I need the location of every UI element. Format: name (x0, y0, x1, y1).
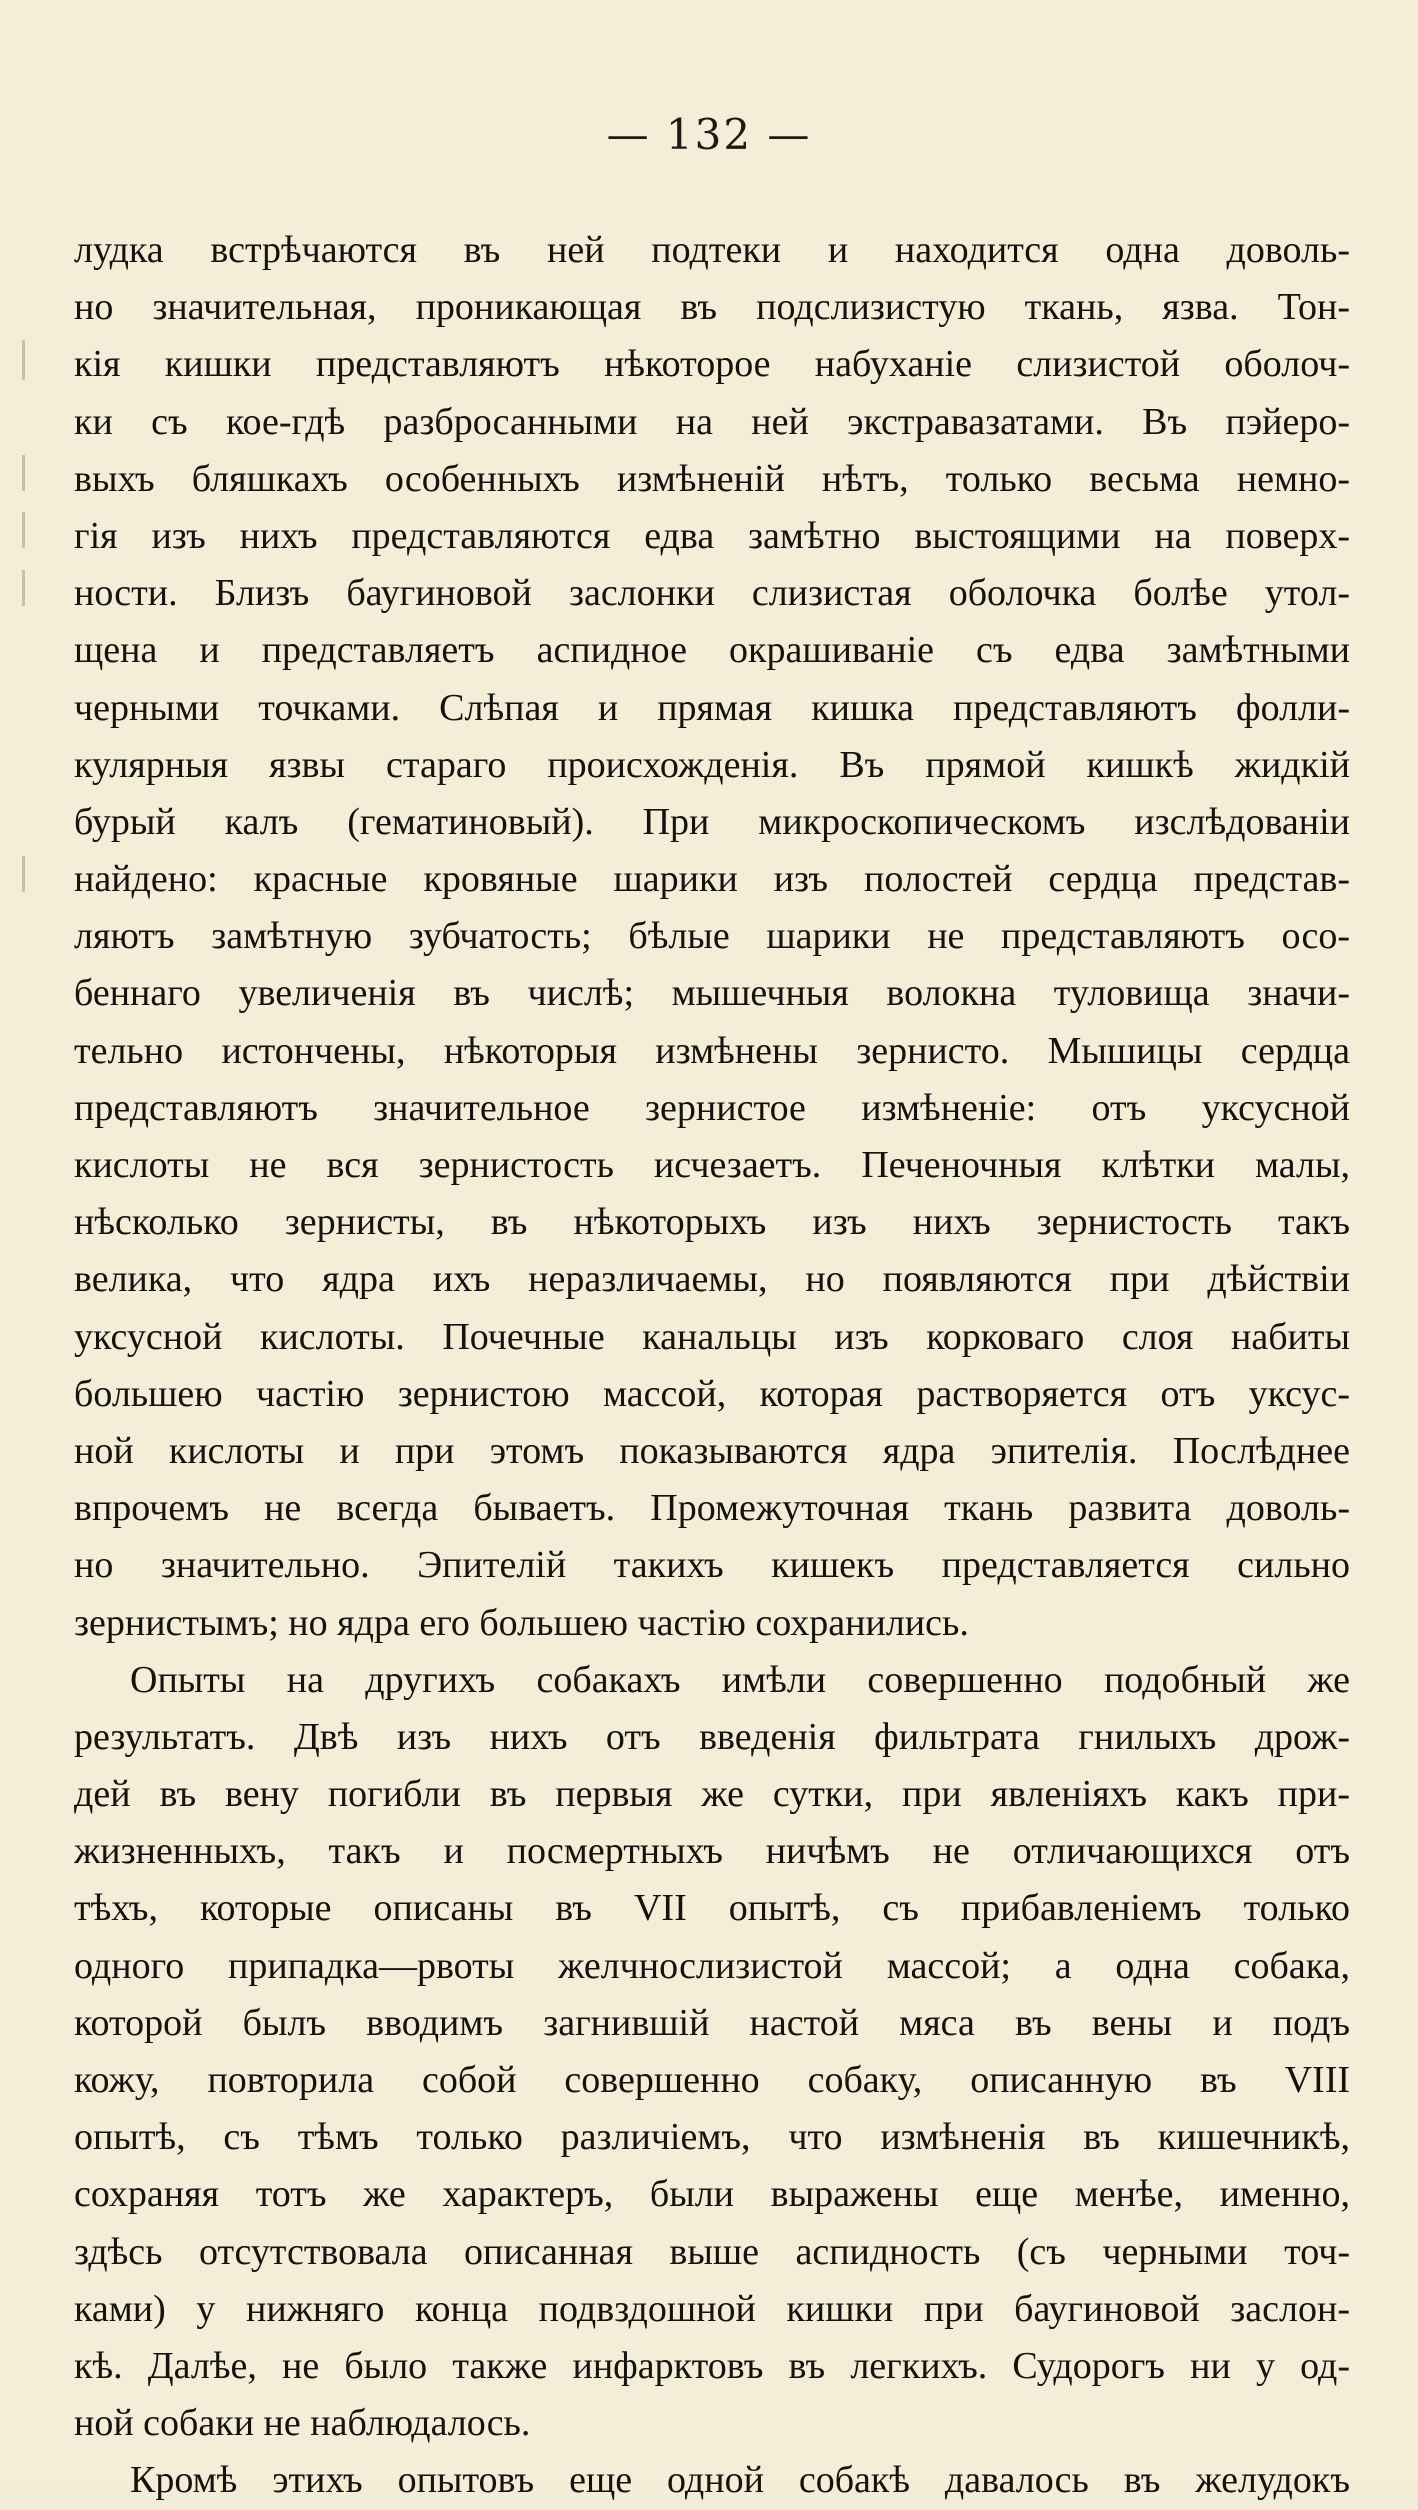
text-line: тѣхъ, которые описаны въ VII опытѣ, съ прибавленіемъ только (74, 1887, 1350, 1930)
margin-mark (22, 512, 25, 548)
text-line: дей въ вену погибли въ первыя же сутки, при явленіяхъ какъ при- (74, 1773, 1350, 1816)
text-line: выхъ бляшкахъ особенныхъ измѣненій нѣтъ, только весьма немно- (74, 457, 1350, 500)
text-line: лудка встрѣчаются въ ней подтеки и находится одна доволь- (74, 229, 1350, 271)
margin-mark (22, 570, 25, 606)
text-line: ки съ кое-гдѣ разбросанными на ней экстравазатами. Въ пэйеро- (74, 400, 1350, 443)
text-line: тельно истончены, нѣкоторыя измѣнены зернисто. Мышицы сердца (74, 1029, 1350, 1072)
text-line: но значительно. Эпителій такихъ кишекъ представляется сильно (74, 1544, 1350, 1587)
text-line: жизненныхъ, такъ и посмертныхъ ничѣмъ не отличающихся отъ (74, 1830, 1350, 1873)
text-line: Опыты на другихъ собакахъ имѣли совершенно подобный же (130, 1658, 1350, 1701)
text-line: кожу, повторила собой совершенно собаку, описанную въ VIII (74, 2059, 1350, 2101)
text-line: ной собаки не наблюдалось. (74, 2402, 531, 2445)
page-number: — 132 — (606, 110, 812, 159)
text-line: беннаго увеличенія въ числѣ; мышечныя волокна туловища значи- (74, 972, 1350, 1015)
text-line: зернистымъ; но ядра его большею частію сохранились. (74, 1601, 969, 1644)
text-line: нѣсколько зернисты, въ нѣкоторыхъ изъ нихъ зернистость такъ (74, 1201, 1350, 1244)
text-line: ной кислоты и при этомъ показываются ядра эпителія. Послѣднее (74, 1429, 1350, 1472)
text-line: ляютъ замѣтную зубчатость; бѣлые шарики не представляютъ осо- (74, 915, 1350, 958)
margin-mark (22, 340, 25, 380)
text-line: кія кишки представляютъ нѣкоторое набуханіе слизистой оболоч- (74, 343, 1350, 386)
margin-mark (22, 455, 25, 491)
text-line: сохраняя тотъ же характеръ, были выражены еще менѣе, именно, (74, 2173, 1350, 2216)
text-line: одного припадка—рвоты желчнослизистой массой; а одна собака, (74, 1944, 1350, 1987)
text-line: но значительная, проникающая въ подслизистую ткань, язва. Тон- (74, 286, 1350, 329)
text-line: велика, что ядра ихъ неразличаемы, но появляются при дѣйствіи (74, 1258, 1350, 1301)
text-line: представляютъ значительное зернистое измѣненіе: отъ уксусной (74, 1086, 1350, 1129)
text-line: уксусной кислоты. Почечные канальцы изъ корковаго слоя набиты (74, 1315, 1350, 1358)
text-line: черными точками. Слѣпая и прямая кишка представляютъ фолли- (74, 686, 1350, 729)
text-line: большею частію зернистою массой, которая растворяется отъ уксус- (74, 1372, 1350, 1415)
text-line: ности. Близъ баугиновой заслонки слизистая оболочка болѣе утол- (74, 572, 1350, 615)
text-line: бурый калъ (гематиновый). При микроскопическомъ изслѣдованіи (74, 800, 1350, 843)
text-line: которой былъ вводимъ загнившій настой мяса въ вены и подъ (74, 2001, 1350, 2044)
text-line: опытѣ, съ тѣмъ только различіемъ, что измѣненія въ кишечникѣ, (74, 2116, 1350, 2159)
text-line: кислоты не вся зернистость исчезаетъ. Печеночныя клѣтки малы, (74, 1144, 1350, 1186)
text-line: Кромѣ этихъ опытовъ еще одной собакѣ давалось въ желудокъ (130, 2459, 1350, 2502)
margin-mark (22, 856, 25, 892)
text-line: кѣ. Далѣе, не было также инфарктовъ въ легкихъ. Судорогъ ни у од- (74, 2344, 1350, 2387)
text-line: кулярныя язвы стараго происхожденія. Въ прямой кишкѣ жидкій (74, 743, 1350, 786)
text-line: здѣсь отсутствовала описанная выше аспидность (съ черными точ- (74, 2230, 1350, 2273)
body-text (74, 222, 1350, 2510)
text-line: найдено: красные кровяные шарики изъ полостей сердца представ- (74, 858, 1350, 901)
text-line: щена и представляетъ аспидное окрашиваніе съ едва замѣтными (74, 629, 1350, 672)
text-line: ками) у нижняго конца подвздошной кишки при баугиновой заслон- (74, 2287, 1350, 2330)
text-line: впрочемъ не всегда бываетъ. Промежуточная ткань развита доволь- (74, 1487, 1350, 1530)
text-line: гія изъ нихъ представляются едва замѣтно выстоящими на поверх- (74, 514, 1350, 557)
text-line: результатъ. Двѣ изъ нихъ отъ введенія фильтрата гнилыхъ дрож- (74, 1715, 1350, 1758)
